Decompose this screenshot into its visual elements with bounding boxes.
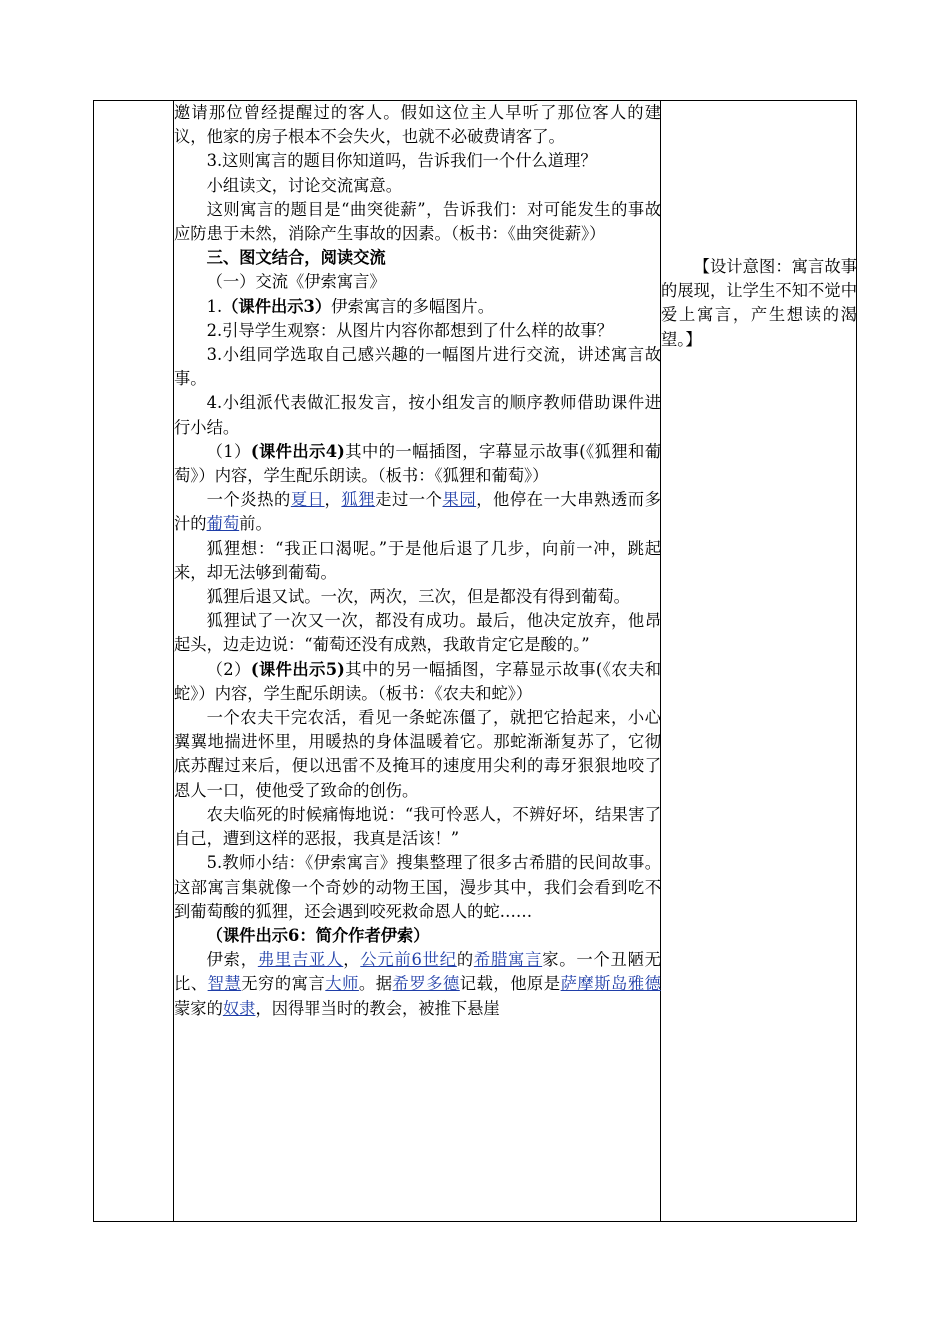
- fox-text: 前。: [239, 514, 272, 534]
- courseware-5-paragraph: [174, 658, 661, 706]
- lesson-table: [93, 100, 857, 1222]
- step-1-number: 1.: [206, 296, 223, 316]
- courseware-3-label: （课件出示3）: [222, 296, 332, 316]
- moral-answer: 这则寓言的题目是“曲突徙薪”，告诉我们：对可能发生的事故应防患于未然，消除产生事故的因素。（板书：《曲突徙薪》）: [174, 199, 661, 244]
- step-1-text: 伊索寓言的多幅图片。: [331, 296, 494, 316]
- link-samos-iadmon[interactable]: 萨摩斯岛雅德: [560, 974, 661, 994]
- teacher-summary: 5.教师小结：《伊索寓言》搜集整理了很多古希腊的民间故事。这部寓言集就像一个奇妙的动物王国，漫步其中，我们会看到吃不到葡萄酸的狐狸，还会遇到咬死救命恩人的蛇……: [174, 853, 661, 921]
- courseware-4-label: (课件出示4): [250, 441, 345, 461]
- step-4: 4.小组派代表做汇报发言，按小组发言的顺序教师借助课件进行小结。: [174, 393, 661, 437]
- link-master[interactable]: 大师: [325, 974, 359, 994]
- courseware-5-label: (课件出示5): [250, 659, 345, 679]
- aesop-text: ，因得罪当时的教会，被推下悬崖: [255, 998, 500, 1018]
- item-2-number: （2）: [206, 659, 251, 679]
- step-3: 3.小组同学选取自己感兴趣的一幅图片进行交流，讲述寓言故事。: [174, 345, 661, 389]
- aesop-text: 伊索，: [206, 950, 258, 970]
- aesop-text: 家。一个丑陋无比、: [174, 950, 661, 994]
- question-3: 3.这则寓言的题目你知道吗，告诉我们一个什么道理？: [206, 151, 597, 171]
- link-slave[interactable]: 奴隶: [222, 998, 256, 1018]
- fox-story-3: 狐狸后退又试。一次，两次，三次，但是都没有得到葡萄。: [206, 587, 630, 607]
- fox-text: ，: [324, 490, 342, 510]
- link-fox[interactable]: 狐狸: [341, 490, 376, 510]
- courseware-6-heading: （课件出示6：简介作者伊索）: [206, 925, 430, 945]
- courseware-5-text: 其中的另一幅插图，字幕显示故事(《农夫和蛇》）内容，学生配乐朗读。（板书：《农夫和蛇》）: [174, 659, 661, 703]
- link-greek-fable[interactable]: 希腊寓言: [473, 950, 543, 970]
- aesop-text: 记载，他原是: [459, 974, 561, 994]
- courseware-4-paragraph: [174, 440, 661, 488]
- design-intent-column: [661, 255, 857, 352]
- fox-text: ，他停在一大串熟透而多汁的: [174, 490, 661, 534]
- link-summer-day[interactable]: 夏日: [290, 490, 325, 510]
- step-1: [174, 295, 661, 319]
- fox-text: 走过一个: [375, 490, 443, 510]
- fox-text: 一个炎热的: [206, 490, 291, 510]
- aesop-text: 的: [456, 950, 474, 970]
- link-wisdom[interactable]: 智慧: [207, 974, 242, 994]
- aesop-text: 无穷的寓言: [241, 974, 326, 994]
- farmer-story-2: 农夫临死的时候痛悔地说：“我可怜恶人，不辨好坏，结果害了自己，遭到这样的恶报，我真是活该！”: [174, 804, 661, 849]
- subsection-aesop: （一）交流《伊索寓言》: [206, 272, 386, 292]
- farmer-story-1: 一个农夫干完农活，看见一条蛇冻僵了，就把它拾起来，小心翼翼地揣进怀里，用暖热的身体温暖着它。那蛇渐渐复苏了，它彻底苏醒过来后，便以迅雷不及掩耳的速度用尖利的毒牙狠狠地咬了恩人一口，使他受了致命的创伤。: [174, 708, 661, 800]
- link-orchard[interactable]: 果园: [442, 490, 477, 510]
- link-herodotus[interactable]: 希罗多德: [392, 974, 460, 994]
- section-heading-3: 三、图文结合，阅读交流: [206, 248, 386, 268]
- aesop-text: 蒙家的: [174, 998, 223, 1018]
- courseware-4-text: 其中的一幅插图，字幕显示故事(《狐狸和葡萄》）内容，学生配乐朗读。（板书：《狐狸和葡萄》）: [174, 441, 661, 486]
- aesop-text: ，: [343, 950, 361, 970]
- fox-story-1: [174, 488, 661, 536]
- fox-story-2: 狐狸想：“我正口渴呢。”于是他后退了几步，向前一冲，跳起来，却无法够到葡萄。: [174, 538, 661, 582]
- aesop-text: 。据: [358, 974, 393, 994]
- step-2: 2.引导学生观察：从图片内容你都想到了什么样的故事？: [206, 320, 613, 340]
- item-1-number: （1）: [206, 441, 251, 461]
- design-intent-note: 【设计意图：寓言故事的展现，让学生不知不觉中爱上寓言，产生想读的渴望。】: [661, 257, 857, 349]
- paragraph-guest: 邀请那位曾经提醒过的客人。假如这位主人早听了那位客人的建议，他家的房子根本不会失火，也就不必破费请客了。: [174, 103, 661, 147]
- link-grapes[interactable]: 葡萄: [206, 514, 240, 534]
- aesop-intro: [174, 948, 661, 1021]
- fox-story-4: 狐狸试了一次又一次，都没有成功。最后，他决定放弃，他昂起头，边走边说：“葡萄还没有成熟，我敢肯定它是酸的。”: [174, 611, 661, 655]
- teaching-process-column: [174, 101, 661, 1021]
- link-6th-century-bc[interactable]: 公元前6世纪: [360, 950, 457, 970]
- link-phrygian[interactable]: 弗里吉亚人: [257, 950, 344, 970]
- group-reading: 小组读文，讨论交流寓意。: [206, 175, 402, 195]
